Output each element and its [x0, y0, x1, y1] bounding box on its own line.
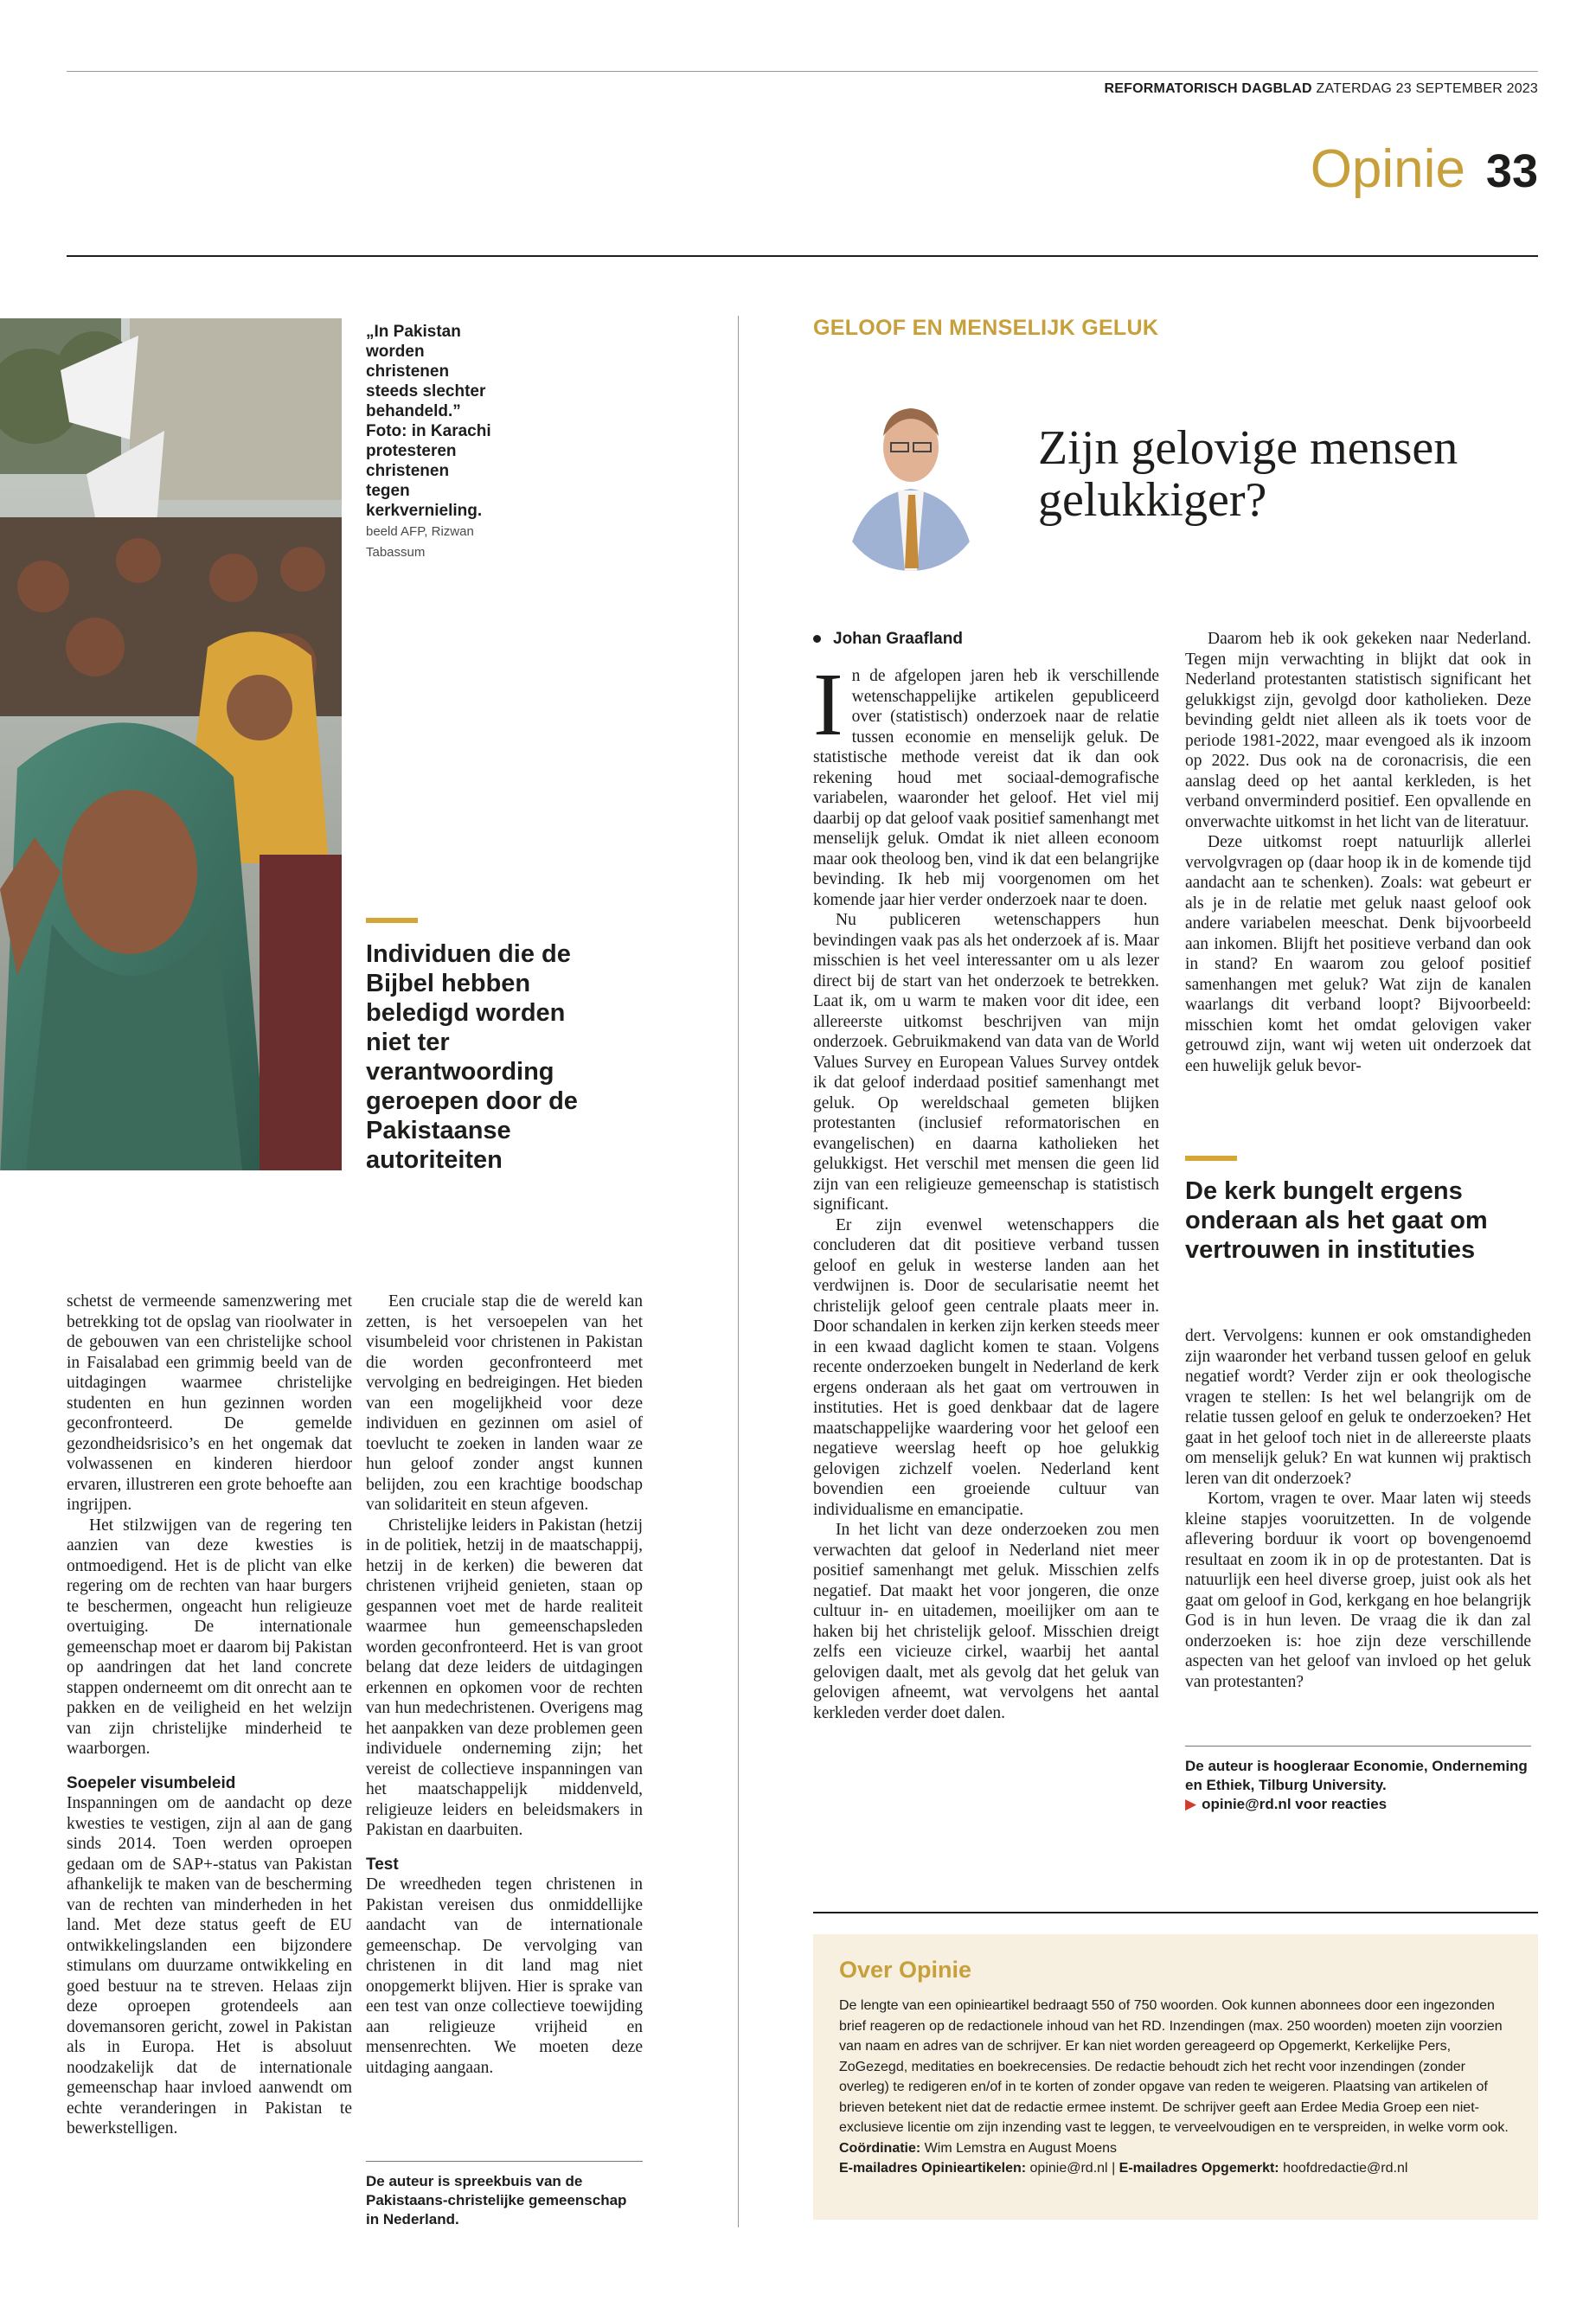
paragraph: De wreedheden tegen christenen in Pakistan vereisen dus onmiddellijke aandacht van de internationale gemeenschap. De vervolging van christenen in dit land mag niet onopgemerkt blijven. Hier is sprake van een test van onze collectieve toewijding aan religieuze vrijheid en mensenrechten. We moeten deze uitdaging aangaan.	[366, 1875, 643, 2077]
paragraph: In het licht van deze onderzoeken zou men verwachten dat geloof in Nederland niet meer positief samenhangt met geluk. Misschien zelfs negatief. Dat maakt het voor jongeren, die onze cultuur in- en uitademen, moeilijker om aan te haken bij het christelijk geloof. Misschien dreigt zelfs een vicieuze cirkel, waarbij het aantal gelovigen daalt, met als gevolg dat het geluk van gelovigen afneemt, wat vervolgens het aantal kerkleden verder doet dalen.	[813, 1521, 1159, 1722]
right-article-column-2	[1185, 629, 1531, 1076]
separator: |	[1112, 2161, 1116, 2176]
author-portrait	[837, 374, 984, 571]
paragraph: Christelijke leiders in Pakistan (hetzij in de politiek, hetzij in de maatschappij, hetzij in de kerken) die beweren dat christenen vrijheid genieten, staan op gespannen voet met de harde realiteit waarmee hun gemeenschapsleden worden geconfronteerd. Het is van groot belang dat deze leiders de uitdagingen erkennen en opkomen voor de rechten van hun medechristenen. Overigens mag het aanpakken van deze problemen geen individuele onderneming zijn; het vereist de collectieve inspanningen van het maatschappelijk middenveld, religieuze leiders en beleidsmakers in Pakistan en daarbuiten.	[366, 1516, 643, 1839]
email-opinie-link[interactable]: opinie@rd.nl	[1029, 2161, 1108, 2176]
protest-photo	[0, 318, 342, 1170]
email-opgemerkt-label: E-mailadres Opgemerkt:	[1118, 2161, 1279, 2176]
paragraph: schetst de vermeende samenzwering met betrekking tot de opslag van rioolwater in de gebouwen van een christelijke school in Faisalabad een grimmig beeld van de uitdagingen waarmee christelijke studenten en hun gezinnen worden geconfronteerd. De gemelde gezondheidsrisico’s en het ongemak dat volwassenen en kinderen hierdoor ervaren, illustreren een grote behoefte aan ingrijpen.	[67, 1292, 352, 1514]
contact-link[interactable]: opinie@rd.nl voor reacties	[1202, 1796, 1388, 1812]
paragraph: Kortom, vragen te over. Maar laten wij steeds kleine stapjes vooruitzetten. In de volgende aflevering borduur ik voort op bovengenoemd resultaat en zoom ik in op de protestanten. Dat is natuurlijk een heel diverse groep, juist ook als het gaat om geloof in God, kerkgang en hoe belangrijk God is in hun leven. De vraag die ik dan zal onderzoeken is: hoe zijn deze verschillende aspecten van het geloof van invloed op het geluk van protestanten?	[1185, 1490, 1531, 1691]
masthead	[1105, 81, 1538, 97]
column-divider	[738, 316, 739, 2227]
byline	[813, 630, 963, 649]
email-line	[839, 2158, 1512, 2179]
page-number: 33	[1485, 145, 1538, 197]
coordination-value: Wim Lemstra en August Moens	[924, 2140, 1117, 2156]
email-opinie-label: E-mailadres Opinieartikelen:	[839, 2161, 1027, 2176]
paragraph: Deze uitkomst roept natuurlijk allerlei vervolgvragen op (daar hoop ik in de komende tijd aandacht aan te schenken). Zoals: wat gebeurt er als je in de relatie met geluk naast geloof ook andere variabelen meeschat. Denk bijvoorbeeld aan inkomen. Blijft het positieve verband dan ook in stand? En waarom zou geloof positief samenhangen met geluk? Wat zijn de kanalen waarlangs dit verband loopt? Bijvoorbeeld: misschien komt het omdat gelovigen vaker getrouwd zijn, want wij weten uit onderzoek dat een huwelijk geluk bevor-	[1185, 833, 1531, 1075]
top-rule	[67, 71, 1538, 72]
subheading: Test	[366, 1855, 399, 1874]
author-bio: De auteur is hoogleraar Economie, Onderneming en Ethiek, Tilburg University.	[1185, 1758, 1528, 1793]
pullquote-right: De kerk bungelt ergens onderaan als het gaat om vertrouwen in instituties	[1185, 1177, 1488, 1264]
paragraph: Er zijn evenwel wetenschappers die concluderen dat dit positieve verband tussen geloof en geluk in westerse landen aan het verdwijnen is. Door de secularisatie neemt het christelijk geloof geen centrale plaats meer in. Door schandalen in kerken zijn kerken steeds meer in een kwaad daglicht komen te staan. Volgens recente onderzoeken bungelt in Nederland de kerk ergens onderaan als het gaat om vertrouwen in instituties. Het is goed denkbaar dat de lagere maatschappelijke waardering voor het geloof een negatieve weerslag heeft op hoe gelukkig gelovigen zichzelf voelen. Nederland kent bovendien een groeiende cultuur van individualisme en emancipatie.	[813, 1215, 1159, 1519]
photo-illustration	[0, 318, 342, 1170]
caption-text: „In Pakistan worden christenen steeds slechter behandeld.” Foto: in Karachi protesteren christenen tegen kerkvernieling.	[366, 323, 491, 520]
triangle-right-icon: ▶	[1185, 1796, 1197, 1812]
left-article-column-1	[67, 1292, 352, 2139]
pullquote-accent-bar	[1185, 1156, 1237, 1161]
email-opgemerkt-link[interactable]: hoofdredactie@rd.nl	[1283, 2161, 1408, 2176]
right-article-column-2-continued	[1185, 1326, 1531, 1692]
paragraph: Daarom heb ik ook gekeken naar Nederland. Tegen mijn verwachting in blijkt dat ook in Nederland protestanten statistisch significant het gelukkigst zijn, gevolgd door katholieken. Deze bevinding geldt niet alleen als ik toets voor de periode 1981-2022, maar evengoed als ik inzoom op 2022. Dus ook na de coronacrisis, die een aanslag deed op het aantal kerkleden, is het verband onverminderd positief. Een opvallende en onverwachte uitkomst in het licht van de literatuur.	[1185, 630, 1531, 831]
photo-caption	[366, 322, 496, 562]
subheading: Soepeler visumbeleid	[67, 1773, 236, 1792]
article-kicker: GELOOF EN MENSELIJK GELUK	[813, 316, 1159, 340]
author-note-left: De auteur is spreekbuis van de Pakistaans-christelijke gemeenschap in Nederland.	[366, 2161, 643, 2229]
article-headline: Zijn gelovige mensen gelukkiger?	[1038, 421, 1458, 527]
paragraph: In de afgelopen jaren heb ik verschillende wetenschappelijke artikelen gepubliceerd over (statistisch) onderzoek naar de relatie tussen economie en menselijk geluk. De statistische methode vereist dat ik dan ook rekening houd met sociaal-demografische variabelen, waaronder het geloof. Het viel mij daarbij op dat geloof vaak positief samenhangt met menselijk geluk. Omdat ik niet alleen econoom maar ook theoloog ben, vind ik dat een belangrijke bevinding. Ik heb mij voorgenomen om het komende jaar hier verder onderzoek naar te doen.	[813, 655, 1159, 909]
section-name: Opinie	[1310, 139, 1465, 199]
box-text: De lengte van een opinieartikel bedraagt 550 of 750 woorden. Ook kunnen abonnees door een ingezonden brief reageren op de redactionele inhoud van het RD. Inzendingen (max. 250 woorden) moeten zijn voorzien van naam en adres van de schrijver. Er kan niet worden gereageerd op Opgemerkt, Kerkelijke Pers, ZoGezegd, meditaties en boekrecensies. De redactie behoudt zich het recht voor inzendingen (zonder overleg) te redigeren en/of in te korten of zonder opgave van reden te weigeren. Plaatsing van artikelen of brieven betekent niet dat de redactie ermee instemt. De schrijver geeft aan Erdee Media Groep een niet-exclusieve licentie om zijn inzending vast te leggen, te verveelvoudigen en te verspreiden, in welke vorm ook.	[839, 1998, 1509, 2135]
paragraph: Het stilzwijgen van de regering ten aanzien van deze kwesties is ontmoedigend. Het is de plicht van elke regering om de rechten van haar burgers te beschermen, ongeacht hun religieuze overtuiging. De internationale gemeenschap moet er daarom bij Pakistan op aandringen dat het land concrete stappen onderneemt om dit onrecht aan te pakken en de veiligheid en het welzijn van zijn christelijke minderheid te waarborgen.	[67, 1516, 352, 1758]
paragraph: Nu publiceren wetenschappers hun bevindingen vaak pas als het onderzoek af is. Maar misschien is het veel interessanter om u als lezer direct bij de start van het onderzoek te betrekken. Laat ik, om u warm te maken voor dit idee, een allereerste uitkomst beschrijven van mijn onderzoek. Gebruikmakend van data van de World Values Survey en European Values Survey ontdek ik dat geloof inderdaad positief samenhangt met geluk. Op wereldschaal gemeten blijken protestanten (inclusief reformatorischen en evangelischen) en daarna katholieken het gelukkigst. Het verschil met mensen die geen lid zijn van een religieuze gemeenschap is statistisch significant.	[813, 911, 1159, 1214]
paragraph: dert. Vervolgens: kunnen er ook omstandigheden zijn waaronder het verband tussen geloof en geluk negatief wordt? Verder zijn er ook theologische vragen te stellen: Is het wel belangrijk om de relatie tussen geloof en geluk te onderzoeken? Het gaat in het geloof toch niet in de allereerste plaats om menselijk geluk? En wat kunnen wij praktisch leren van dit onderzoek?	[1185, 1327, 1531, 1488]
portrait-illustration	[837, 374, 984, 571]
info-box-rule	[813, 1912, 1538, 1913]
section-header	[1311, 138, 1538, 200]
bullet-icon	[813, 635, 821, 643]
left-article-column-2	[366, 1292, 643, 2078]
paragraph: Een cruciale stap die de wereld kan zetten, is het versoepelen van het visumbeleid voor christenen in Pakistan die worden geconfronteerd met vervolging en bedreigingen. Het bieden van een mogelijkheid voor deze individuen en gezinnen om asiel of toevlucht te zoeken in landen waar ze hun geloof zonder angst kunnen belijden, zou een krachtige boodschap van solidariteit en steun afgeven.	[366, 1292, 643, 1514]
coordination-line	[839, 2138, 1512, 2159]
author-name: Johan Graafland	[833, 630, 963, 648]
pullquote-accent-bar	[366, 918, 418, 923]
paragraph: Inspanningen om de aandacht op deze kwesties te vestigen, zijn al aan de gang sinds 2014. Toen werden oproepen gedaan om de SAP+-status van Pakistan afhankelijk te maken van de bescherming van de rechten van minderheden in het land. Met deze status geeft de EU ontwikkelingslanden een bijzondere stimulans om duurzame ontwikkeling en goed bestuur na te streven. Helaas zijn deze oproepen grotendeels aan dovemansoren gericht, zowel in Pakistan als in Europa. Het is absoluut noodzakelijk dat de internationale gemeenschap haar invloed aanwendt om echte veranderingen in Pakistan te bewerkstelligen.	[67, 1794, 352, 2138]
issue-date: ZATERDAG 23 SEPTEMBER 2023	[1316, 81, 1538, 96]
coordination-label: Coördinatie:	[839, 2140, 921, 2156]
right-article-column-1	[813, 655, 1159, 1723]
paper-name: REFORMATORISCH DAGBLAD	[1104, 81, 1312, 96]
header-rule	[67, 255, 1538, 257]
box-title: Over Opinie	[839, 1957, 972, 1983]
photo-credit: beeld AFP, Rizwan Tabassum	[366, 524, 474, 560]
contact-line	[1185, 1795, 1531, 1814]
author-note-right	[1185, 1746, 1531, 1814]
pullquote-left: Individuen die de Bijbel hebben beledigd worden niet ter verantwoording geroepen door de Pakistaanse autoriteiten	[366, 940, 578, 1174]
over-opinie-box	[813, 1934, 1538, 2220]
